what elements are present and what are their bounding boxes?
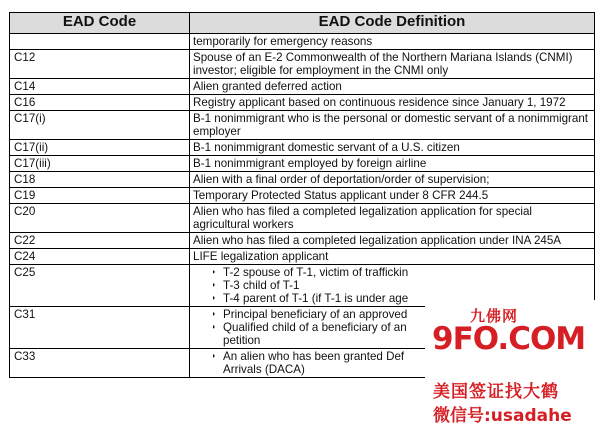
ead-code-cell: C25 [10,265,190,307]
ead-code-cell: C19 [10,188,190,204]
list-item: • An alien who has been granted Def [213,350,588,363]
list-item: • T-2 spouse of T-1, victim of traffickin [213,266,588,279]
ead-definition-cell: B-1 nonimmigrant employed by foreign airline [190,156,595,172]
ead-definition-cell: temporarily for emergency reasons [190,34,595,50]
ead-code-cell: C18 [10,172,190,188]
table-row [10,95,595,111]
ead-code-cell: C33 [10,349,190,378]
table-row [10,111,595,140]
ead-definition-cell: B-1 nonimmigrant domestic servant of a U.S. citizen [190,140,595,156]
watermark-slogan: 美国签证找大鹤 [433,382,559,402]
ead-code-cell: C31 [10,307,190,349]
watermark-wechat-id: 微信号:usadahe [433,406,572,426]
ead-definition-cell: Registry applicant based on continuous residence since January 1, 1972 [190,95,595,111]
ead-definition-cell: B-1 nonimmigrant who is the personal or domestic servant of a nonimmigrant employer [190,111,595,140]
ead-definition-cell: Alien with a final order of deportation/order of supervision; [190,172,595,188]
list-item: • Qualified child of a beneficiary of an [213,321,588,334]
ead-code-cell: C20 [10,204,190,233]
ead-code-cell: C16 [10,95,190,111]
table-row [10,233,595,249]
ead-definition-cell: Temporary Protected Status applicant under 8 CFR 244.5 [190,188,595,204]
list-continuation-text: petition [223,334,261,347]
ead-definition-cell: LIFE legalization applicant [190,249,595,265]
list-item: • T-3 child of T-1 [213,279,588,292]
ead-code-cell: C17(i) [10,111,190,140]
watermark-logo: 9FO.COM [432,321,586,357]
list-continuation-text: Arrivals (DACA) [223,363,305,376]
table-row [10,172,595,188]
table-row [10,140,595,156]
ead-code-cell: C14 [10,79,190,95]
ead-code-cell: C12 [10,50,190,79]
table-row [10,79,595,95]
ead-code-cell: C22 [10,233,190,249]
ead-code-cell: C24 [10,249,190,265]
table-row [10,204,595,233]
ead-code-cell: C17(ii) [10,140,190,156]
list-item: • Principal beneficiary of an approved [213,308,588,321]
table-row [10,249,595,265]
ead-definition-cell: Alien who has filed a completed legalization application for special agricultural workers [190,204,595,233]
ead-definition-cell: Spouse of an E-2 Commonwealth of the Northern Mariana Islands (CNMI) investor; eligible for employment in the CNMI only [190,50,595,79]
table-row [10,156,595,172]
table-header-row [10,13,595,34]
table-row [10,34,595,50]
ead-code-cell [10,34,190,50]
ead-code-cell: C17(iii) [10,156,190,172]
list-item: • T-4 parent of T-1 (if T-1 is under age [213,292,588,305]
ead-definition-cell: Alien who has filed a completed legalization application under INA 245A [190,233,595,249]
header-ead-code: EAD Code [10,13,190,34]
table-row [10,188,595,204]
header-ead-code-definition: EAD Code Definition [190,13,595,34]
watermark-site-name: 九佛网 [470,307,519,325]
ead-definition-cell: Alien granted deferred action [190,79,595,95]
table-row [10,50,595,79]
